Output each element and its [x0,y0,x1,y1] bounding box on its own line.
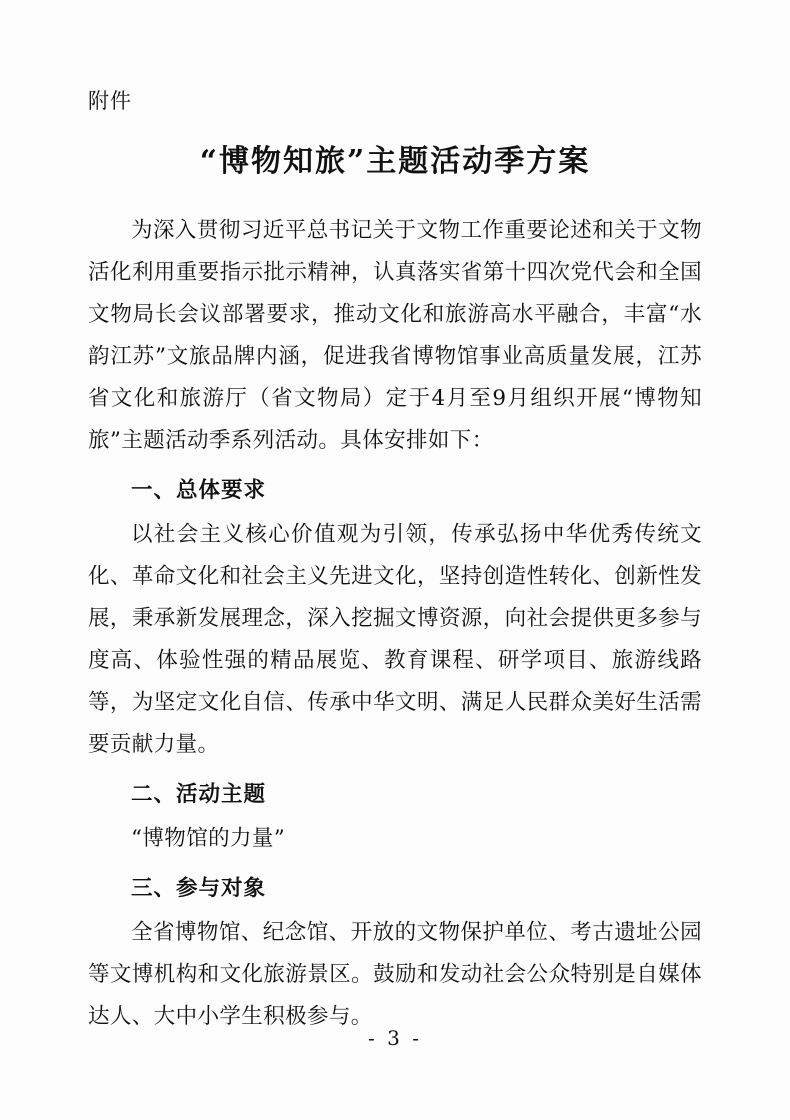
page-title: “博物知旅”主题活动季方案 [199,143,591,179]
section-body-2: “博物馆的力量” [131,825,286,851]
page-number: - 3 - [368,1026,422,1050]
section-heading-3: 三、参与对象 [131,875,267,901]
section-body-1: 以社会主义核心价值观为引领，传承弘扬中华优秀传统文化、革命文化和社会主义先进文化，坚持创造性转化、创新性发展，秉承新发展理念，深入挖掘文博资源，向社会提供更多参与度高、体验性强的精品展览、教育课程、研学项目、旅游线路等，为坚定文化自信、传承中华文明、满足人民群众美好生活需要贡献力量。 [88,521,702,757]
section-body-3: 全省博物馆、纪念馆、开放的文物保护单位、考古遗址公园等文博机构和文化旅游景区。鼓励和发动社会公众特别是自媒体达人、大中小学生积极参与。 [88,919,702,1029]
intro-paragraph: 为深入贯彻习近平总书记关于文物工作重要论述和关于文物活化利用重要指示批示精神，认真落实省第十四次党代会和全国文物局长会议部署要求，推动文化和旅游高水平融合，丰富“水韵江苏”文旅品牌内涵，促进我省博物馆事业高质量发展，江苏省文化和旅游厅（省文物局）定于4月至9月组织开展“博物知旅”主题活动季系列活动。具体安排如下： [88,217,702,453]
section-heading-2: 二、活动主题 [131,781,267,807]
page-smudge-mark [716,520,734,530]
attachment-label: 附件 [88,89,132,113]
section-heading-1: 一、总体要求 [131,477,267,503]
document-body [88,86,702,1040]
